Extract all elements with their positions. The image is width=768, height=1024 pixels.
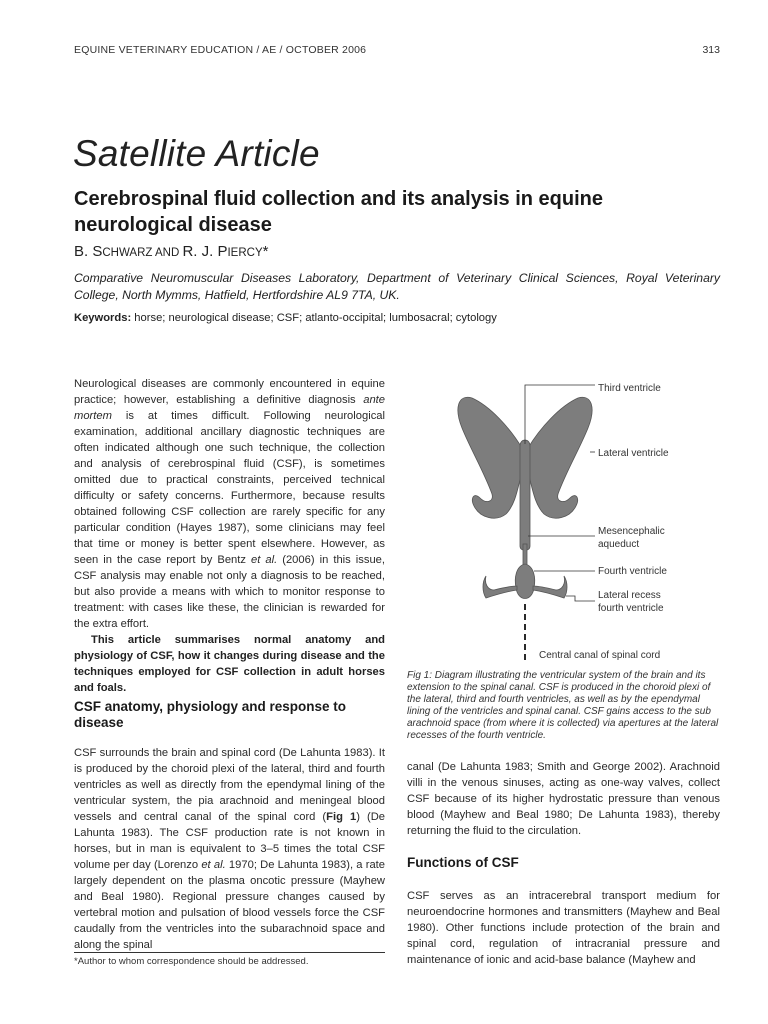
central-canal-dash: [524, 604, 526, 610]
text-run: CSF surrounds the brain and spinal cord (De Lahunta 1983). It is produced by the choroid plexi of the lateral, third and fourth ventricles as well as directly from the ependymal lining of the ventricular system, the pia arachnoid and meningeal blood vessels and central canal of the spinal cord (: [74, 747, 385, 823]
figure-caption: Fig 1: Diagram illustrating the ventricular system of the brain and its extension to the spinal canal. CSF is produced in the choroid plexi of the lateral, third and fourth ventricles, as well as by the ependymal lining of the ventricles and spinal canal. CSF gains access to the sub arachnoid space (from where it is collected) via apertures at the lateral recesses of the fourth ventricle.: [407, 670, 719, 741]
left-lateral-ventricle-shape: [458, 397, 522, 518]
keywords-label: Keywords:: [74, 312, 132, 324]
right-lateral-ventricle-shape: [528, 397, 592, 518]
central-canal-dash: [524, 644, 526, 650]
column-1-intro: [74, 376, 385, 696]
article-title: Cerebrospinal fluid collection and its analysis in equine neurological disease: [74, 188, 604, 236]
column-2-body: [407, 759, 720, 839]
column-1-body: [74, 745, 385, 953]
central-canal-dash: [524, 624, 526, 630]
functions-paragraph: CSF serves as an intracerebral transport medium for neuroendocrine hormones and transmitters (Mayhew and Beal 1980). Other functions include protection of the brain and spinal cord, regulation of intracranial pressure and maintenance of ionic and acid-base balance (Mayhew and: [407, 890, 720, 966]
anatomy-paragraph: [74, 745, 385, 953]
page-number: 313: [702, 44, 720, 56]
central-canal-dash: [524, 614, 526, 620]
label-aqueduct: aqueduct: [598, 539, 640, 550]
author-2-initial: R. J. P: [182, 243, 228, 260]
fig-reference: Fig 1: [326, 811, 357, 823]
running-head: EQUINE VETERINARY EDUCATION / AE / OCTOBER 2006: [74, 44, 367, 56]
keywords-list: horse; neurological disease; CSF; atlanto-occipital; lumbosacral; cytology: [131, 312, 497, 324]
italic-run: et al.: [201, 859, 226, 871]
text-run: (2006) in this issue, CSF analysis may enable not only a diagnosis to be reached, but also provide a means with which to monitor response to treatment: with cases like these, the clinician is rewarded for the extra effort.: [74, 554, 385, 630]
footnote: *Author to whom correspondence should be addressed.: [74, 956, 309, 967]
label-mesencephalic: Mesencephalic: [598, 526, 665, 537]
fourth-ventricle-shape: [515, 564, 534, 599]
affiliation: Comparative Neuromuscular Diseases Laboratory, Department of Veterinary Clinical Sciences, Royal Veterinary College, North Mymms, Hatfield, Hertfordshire AL9 7TA, UK.: [74, 271, 720, 302]
lateral-recess-right: [533, 576, 567, 598]
italic-run: ante mortem: [74, 394, 385, 422]
aqueduct-shape: [523, 544, 527, 566]
ventricular-system-figure: [440, 376, 730, 666]
text-run: Neurological diseases are commonly encountered in equine practice; however, establishing a definitive diagnosis: [74, 378, 385, 406]
label-third-ventricle: Third ventricle: [598, 383, 661, 394]
column-2-functions: [407, 888, 720, 968]
central-canal-dash: [524, 634, 526, 640]
heading-functions: Functions of CSF: [407, 855, 519, 870]
third-ventricle-shape: [520, 440, 530, 551]
author-2-surname: IERCY: [227, 247, 263, 259]
italic-run: et al.: [251, 554, 278, 566]
author-1-initial: B. S: [74, 243, 103, 260]
text-run: is at times difficult. Following neurological examination, additional ancillary diagnostic techniques are often indicated although one such technique, the collection and analysis of cerebrospinal fluid (CSF), is sometimes omitted due to practical constraints, perceived technical difficulty or safety concerns. Furthermore, because results obtained following CSF collection are rarely specific for any particular condition (Hayes 1987), some clinicians may feel that time or money is better spent elsewhere. However, as seen in the case report by Bentz: [74, 410, 385, 566]
intro-paragraph: [74, 376, 385, 632]
corresponding-star: *: [262, 243, 269, 260]
canal-paragraph: canal (De Lahunta 1983; Smith and George 2002). Arachnoid villi in the venous sinuses, acting as one-way valves, collect CSF because of its higher hydrostatic pressure than venous blood (Mayhew and Beal 1980; De Lahunta 1983), thereby returning the fluid to the circulation.: [407, 761, 720, 837]
author-and: AND: [152, 247, 183, 259]
footnote-rule: [74, 952, 385, 953]
label-fourth-ventricle: Fourth ventricle: [598, 566, 667, 577]
label-central-canal: Central canal of spinal cord: [539, 650, 661, 661]
label-lateral-recess: Lateral recess: [598, 590, 661, 601]
label-lateral-recess-2: fourth ventricle: [598, 603, 664, 614]
keywords: [74, 312, 720, 324]
heading-csf-anatomy: CSF anatomy, physiology and response to disease: [74, 699, 347, 730]
summary-paragraph: This article summarises normal anatomy and physiology of CSF, how it changes during disease and the techniques employed for CSF collection in adult horses and foals.: [74, 634, 385, 694]
text-run: 1970; De Lahunta 1983), a rate largely dependent on the plasma oncotic pressure (Mayhew and Beal 1980). Regional pressure changes caused by vertebral motion and pulsation of blood vessels force the CSF caudally from the ventricles into the subarachnoid space and along the spinal: [74, 859, 386, 951]
author-1-surname: CHWARZ: [102, 247, 153, 259]
text-run: ) (De Lahunta 1983). The CSF production rate is not known in horses, but in man is equivalent to 3–5 times the total CSF volume per day (Lorenzo: [74, 811, 385, 871]
authors: [74, 243, 268, 260]
section-label: Satellite Article: [73, 133, 320, 174]
leader-recess: [566, 596, 595, 601]
lateral-recess-left: [483, 576, 517, 598]
label-lateral-ventricle: Lateral ventricle: [598, 448, 669, 459]
central-canal-dash: [524, 654, 526, 660]
